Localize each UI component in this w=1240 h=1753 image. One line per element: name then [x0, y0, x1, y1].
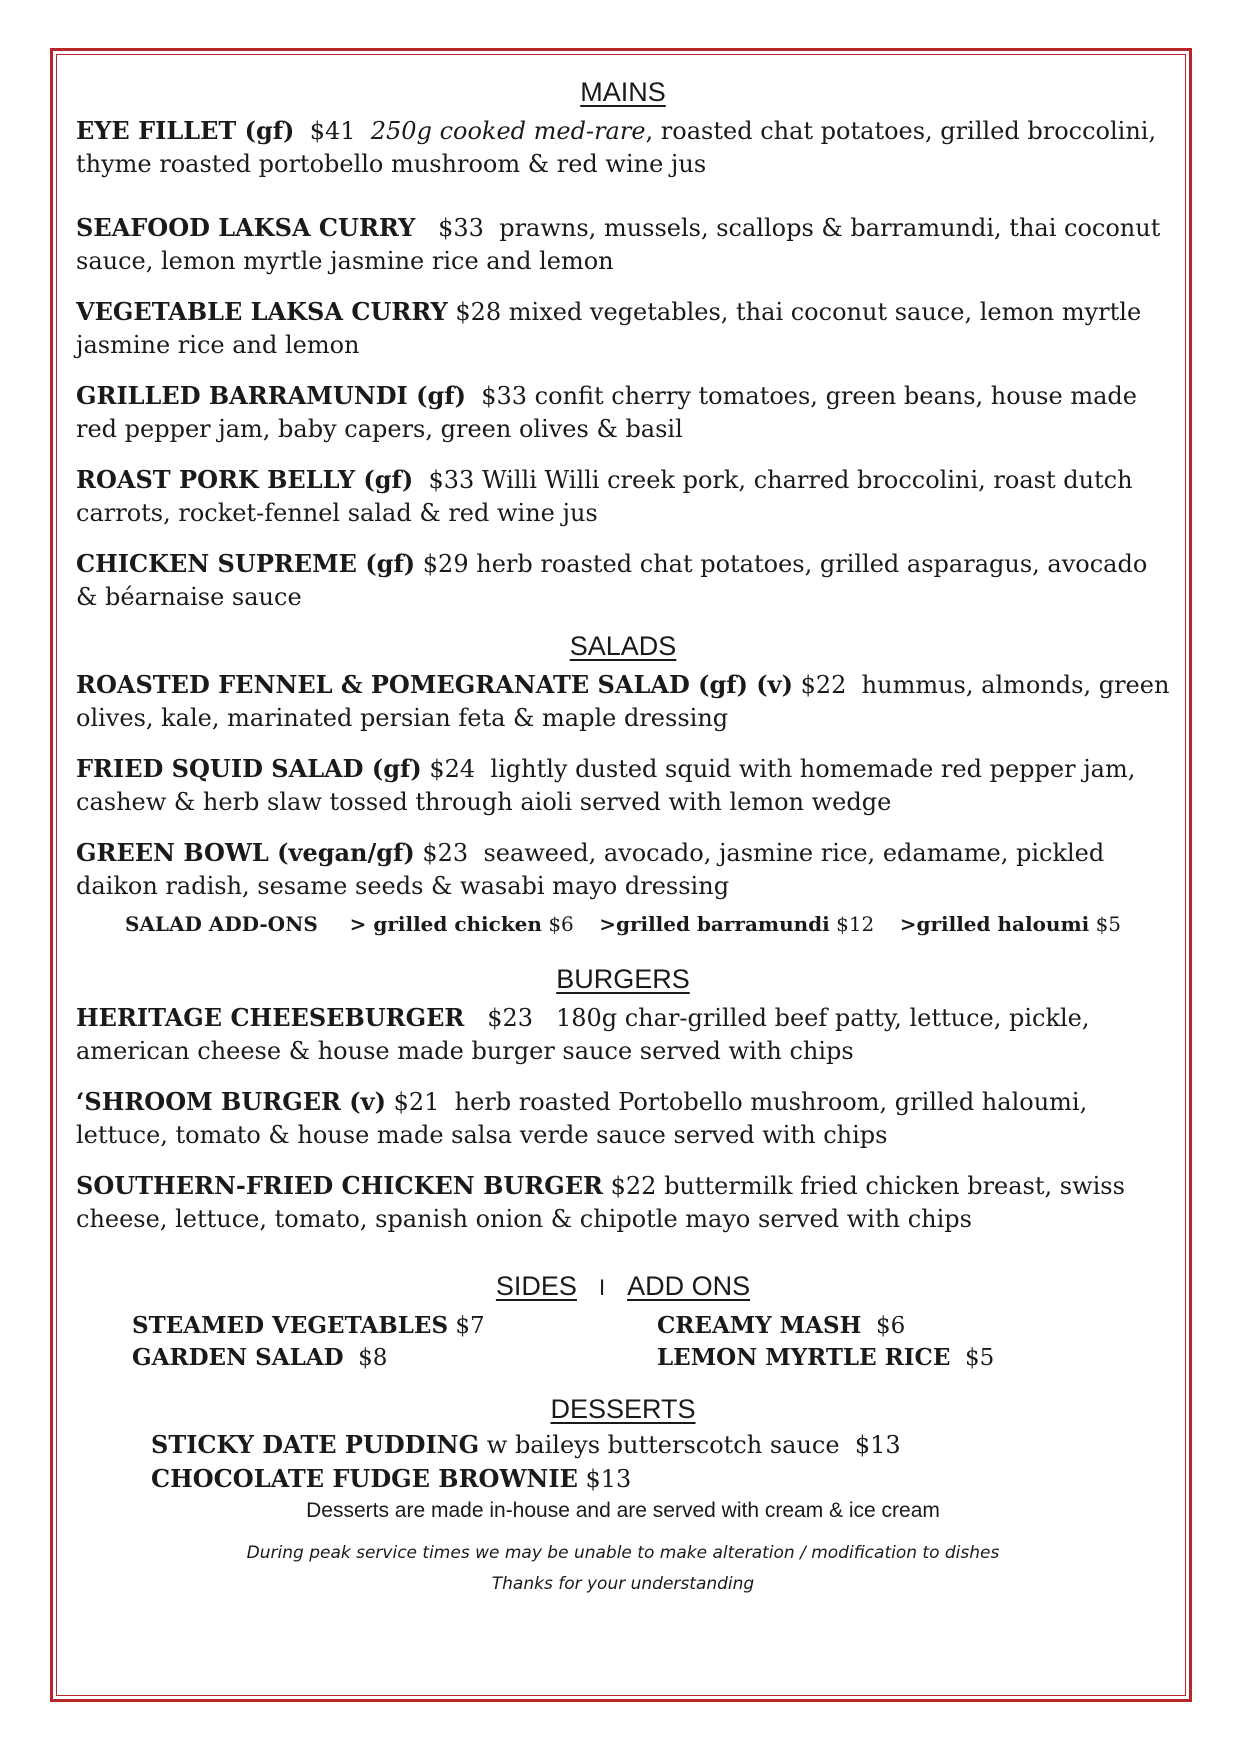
- dessert-item: CHOCOLATE FUDGE BROWNIE $13: [151, 1464, 632, 1493]
- item-price: $33: [481, 382, 528, 410]
- sides-heading-separator: I: [598, 1275, 606, 1300]
- item-price: $22: [800, 671, 847, 699]
- menu-item-shroom-burger: ‘SHROOM BURGER (v) $21 herb roasted Portobello mushroom, grilled haloumi, lettuce, tomato & house made salsa verde sauce served with chips: [76, 1087, 1088, 1149]
- item-description: lightly dusted squid with homemade red pepper jam, cashew & herb slaw tossed through aioli served with lemon wedge: [76, 755, 1136, 816]
- dessert-item: STICKY DATE PUDDING w baileys butterscotch sauce $13: [151, 1430, 901, 1459]
- desserts-heading: DESSERTS: [550, 1394, 696, 1424]
- menu-content: [76, 70, 1170, 1600]
- salads-heading: SALADS: [569, 631, 677, 661]
- side-item: CREAMY MASH $6: [657, 1312, 906, 1339]
- menu-item-eye-fillet: EYE FILLET (gf) $41 250g cooked med-rare, roasted chat potatoes, grilled broccolini, thyme roasted portobello mushroom & red wine jus: [76, 116, 1157, 178]
- item-description: prawns, mussels, scallops & barramundi, thai coconut sauce, lemon myrtle jasmine rice and lemon: [76, 214, 1161, 275]
- item-price: $24: [429, 755, 476, 783]
- item-description: herb roasted Portobello mushroom, grilled haloumi, lettuce, tomato & house made salsa verde sauce served with chips: [76, 1088, 1088, 1149]
- menu-item-green-bowl: GREEN BOWL (vegan/gf) $23 seaweed, avocado, jasmine rice, edamame, pickled daikon radish, sesame seeds & wasabi mayo dressing: [76, 838, 1105, 900]
- item-price: $23: [422, 839, 469, 867]
- menu-item-vegetable-laksa: VEGETABLE LAKSA CURRY $28 mixed vegetables, thai coconut sauce, lemon myrtle jasmine rice and lemon: [76, 297, 1142, 359]
- menu-item-fried-squid-salad: FRIED SQUID SALAD (gf) $24 lightly dusted squid with homemade red pepper jam, cashew & herb slaw tossed through aioli served with lemon wedge: [76, 754, 1136, 816]
- desserts-list: [76, 1428, 1170, 1496]
- menu-item-chicken-supreme: CHICKEN SUPREME (gf) $29 herb roasted chat potatoes, grilled asparagus, avocado & béarnaise sauce: [76, 549, 1148, 611]
- item-price: $33: [428, 466, 475, 494]
- menu-item-southern-fried-chicken-burger: SOUTHERN-FRIED CHICKEN BURGER $22 buttermilk fried chicken breast, swiss cheese, lettuce, tomato, spanish onion & chipotle mayo served with chips: [76, 1171, 1125, 1233]
- salad-addons-label: SALAD ADD-ONS: [124, 912, 318, 936]
- sides-heading-left: SIDES: [495, 1271, 577, 1301]
- burgers-heading: BURGERS: [556, 964, 690, 994]
- item-price: $41: [309, 117, 356, 145]
- side-item: STEAMED VEGETABLES $7: [132, 1312, 485, 1339]
- item-price: $22: [610, 1172, 657, 1200]
- item-description: herb roasted chat potatoes, grilled asparagus, avocado & béarnaise sauce: [76, 550, 1148, 611]
- sides-heading-right: ADD ONS: [627, 1271, 751, 1301]
- dessert-note: Desserts are made in-house and are served with cream & ice cream: [306, 1499, 940, 1522]
- item-price: $33: [438, 214, 484, 242]
- item-description: seaweed, avocado, jasmine rice, edamame, pickled daikon radish, sesame seeds & wasabi mayo dressing: [76, 839, 1105, 900]
- footer-note-line2: Thanks for your understanding: [491, 1574, 755, 1594]
- item-description: 180g char-grilled beef patty, lettuce, pickle, american cheese & house made burger sauce served with chips: [76, 1004, 1090, 1065]
- footer-note-line1: During peak service times we may be unable to make alteration / modification to dishes: [246, 1543, 1000, 1563]
- item-description: , roasted chat potatoes, grilled broccolini, thyme roasted portobello mushroom & red wine jus: [76, 117, 1157, 178]
- menu-item-grilled-barramundi: GRILLED BARRAMUNDI (gf) $33 confit cherry tomatoes, green beans, house made red pepper jam, baby capers, green olives & basil: [76, 381, 1137, 443]
- menu-item-roast-pork-belly: ROAST PORK BELLY (gf) $33 Willi Willi creek pork, charred broccolini, roast dutch carrots, rocket-fennel salad & red wine jus: [76, 465, 1133, 527]
- item-price: $28: [455, 298, 502, 326]
- menu-item-fennel-salad: ROASTED FENNEL & POMEGRANATE SALAD (gf) (v) $22 hummus, almonds, green olives, kale, marinated persian feta & maple dressing: [76, 670, 1170, 732]
- item-description: hummus, almonds, green olives, kale, marinated persian feta & maple dressing: [76, 671, 1170, 732]
- side-item: GARDEN SALAD $8: [132, 1344, 388, 1371]
- item-price: $29: [422, 550, 469, 578]
- sides-grid: [76, 1310, 1170, 1374]
- side-item: LEMON MYRTLE RICE $5: [657, 1344, 995, 1371]
- item-note: 250g cooked med-rare: [370, 117, 646, 145]
- sides-heading: [76, 1264, 1170, 1310]
- salad-addons: SALAD ADD-ONS > grilled chicken $6 >grilled barramundi $12 >grilled haloumi $5: [124, 912, 1122, 936]
- item-description: Willi Willi creek pork, charred broccolini, roast dutch carrots, rocket-fennel salad & red wine jus: [76, 466, 1133, 527]
- item-price: $21: [393, 1088, 440, 1116]
- menu-item-seafood-laksa: SEAFOOD LAKSA CURRY $33 prawns, mussels, scallops & barramundi, thai coconut sauce, lemon myrtle jasmine rice and lemon: [76, 213, 1161, 275]
- mains-heading: MAINS: [580, 77, 666, 107]
- menu-item-heritage-cheeseburger: HERITAGE CHEESEBURGER $23 180g char-grilled beef patty, lettuce, pickle, american cheese & house made burger sauce served with chips: [76, 1003, 1090, 1065]
- item-description: confit cherry tomatoes, green beans, house made red pepper jam, baby capers, green olives & basil: [76, 382, 1137, 443]
- item-description: buttermilk fried chicken breast, swiss cheese, lettuce, tomato, spanish onion & chipotle mayo served with chips: [76, 1172, 1125, 1233]
- item-price: $23: [487, 1004, 534, 1032]
- item-description: mixed vegetables, thai coconut sauce, lemon myrtle jasmine rice and lemon: [76, 298, 1142, 359]
